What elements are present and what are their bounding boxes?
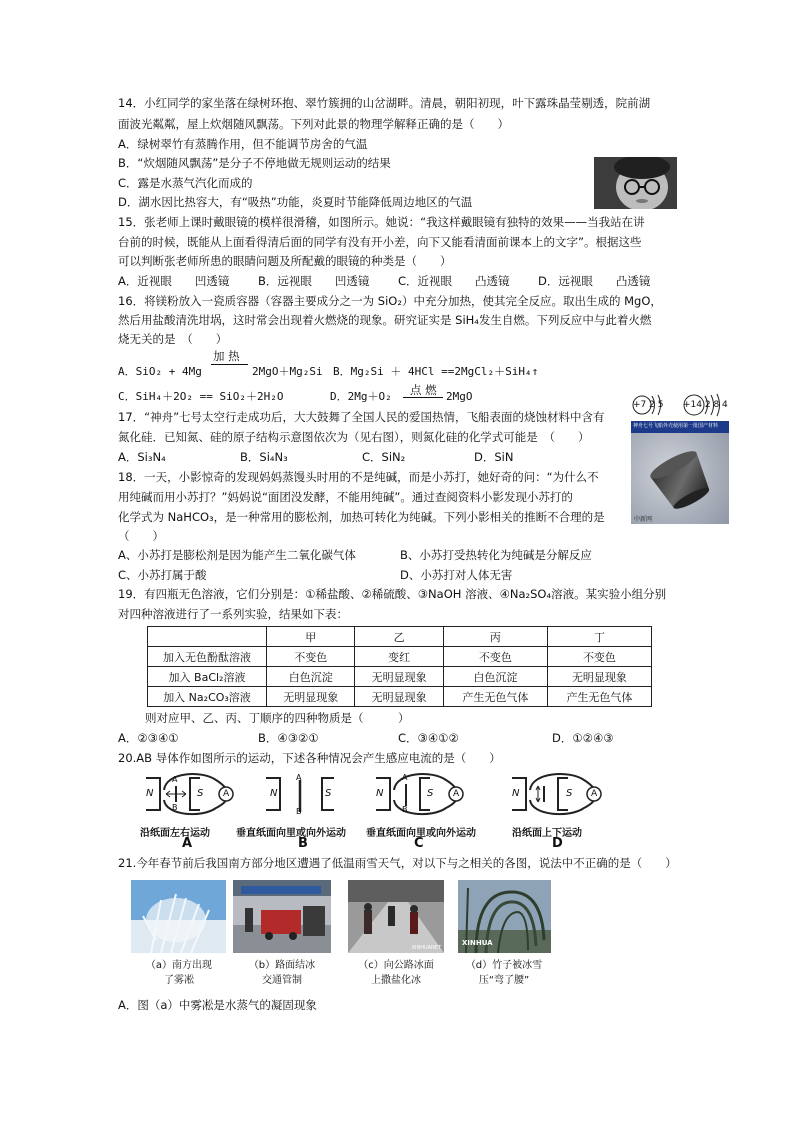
q20-letter-d: D: [552, 836, 563, 851]
table-header-cell: 甲: [267, 627, 355, 647]
q15-stem-line3: 可以判断张老师所患的眼睛问题及所配戴的眼镜的种类是（ ）: [118, 254, 452, 268]
q20-c-north: N: [376, 788, 384, 799]
q20-c-south: S: [427, 788, 434, 799]
q20-letter-b: B: [298, 836, 308, 851]
q21-caption-c-line1: （c）向公路冰面: [358, 960, 434, 971]
q16-d-arrow-line: [403, 397, 443, 398]
table-cell: 产生无色气体: [443, 687, 547, 707]
table-cell: 不变色: [443, 647, 547, 667]
q20-letter-a: A: [182, 836, 193, 851]
q21-caption-d: [456, 958, 552, 988]
capsule-photo-banner: 神舟七号飞船外壳使用第一批国产材料: [633, 423, 719, 429]
capsule-photo-credit: 中新网: [634, 516, 653, 523]
q14-option-a: A．绿树翠竹有蒸腾作用，但不能调节房舍的气温: [118, 137, 368, 151]
q20-a-south: S: [197, 788, 204, 799]
q15-option-b: B．远视眼 凹透镜: [258, 274, 370, 288]
q20-b-north: N: [270, 788, 278, 799]
q17-option-b: B．Si₄N₃: [240, 450, 288, 464]
q15-stem-line1: 15．张老师上课时戴眼镜的模样很滑稽，如图所示。她说：“我这样戴眼镜有独特的效果——当我站在讲: [118, 215, 645, 229]
q19-option-b: B．④③②①: [258, 731, 319, 745]
q20-caption-c: 垂直纸面向里或向外运动: [366, 828, 476, 839]
q20-c-galvanometer: A: [453, 789, 460, 799]
q18-option-d: D、小苏打对人体无害: [400, 568, 513, 582]
table-header-cell: 丙: [443, 627, 547, 647]
nitrogen-atom-label: +7 2 5: [633, 400, 664, 410]
table-cell: 无明显现象: [547, 667, 651, 687]
table-cell: 无明显现象: [355, 667, 443, 687]
table-row: [148, 647, 652, 667]
table-cell: 无明显现象: [355, 687, 443, 707]
q19-option-c: C．③④①②: [398, 731, 459, 745]
q20-caption-d: 沿纸面上下运动: [512, 828, 582, 839]
table-cell: 白色沉淀: [267, 667, 355, 687]
q15-option-a: A．近视眼 凹透镜: [118, 274, 230, 288]
q21-stem: 21.今年春节前后我国南方部分地区遭遇了低温雨雪天气，对以下与之相关的各图，说法中不正确的是（ ）: [118, 856, 677, 870]
q17-option-a: A．Si₃N₄: [118, 450, 166, 464]
q18-option-a: A、小苏打是膨松剂是因为能产生二氧化碳气体: [118, 548, 356, 562]
q14-option-b: B．“炊烟随风飘荡”是分子不停地做无规则运动的结果: [118, 156, 391, 170]
q20-stem: 20.AB 导体作如图所示的运动，下述各种情况会产生感应电流的是（ ）: [118, 751, 501, 765]
q20-c-terminal-a: A: [402, 773, 408, 782]
q16-option-d-left: D．2Mg＋O₂: [330, 390, 392, 403]
q19-stem-line2: 对四种溶液进行了一系列实验，结果如下表：: [118, 607, 348, 621]
rime-photo: [131, 880, 226, 953]
q16-stem-line1: 16．将镁粉放入一瓷质容器（容器主要成分之一为 SiO₂）中充分加热，使其完全反应。取出生成的 MgO，: [118, 294, 662, 308]
q14-stem-line1: 14．小红同学的家坐落在绿树环抱、翠竹簇拥的山岔湖畔。清晨，朝阳初现，叶下露珠晶莹剔透，院前湖: [118, 96, 651, 110]
q16-a-condition: 加 热: [213, 349, 240, 363]
q21-caption-a-line1: （a）南方出现: [145, 960, 213, 971]
table-row: [148, 667, 652, 687]
table-row: [148, 687, 652, 707]
table-header-cell: 乙: [355, 627, 443, 647]
q18-stem-line2: 用纯碱而用小苏打？”妈妈说“面团没发酵，不能用纯碱”。通过查阅资料小影发现小苏打的: [118, 490, 573, 504]
q21-option-a: A．图（a）中雾凇是水蒸气的凝固现象: [118, 998, 317, 1012]
q20-caption-a: 沿纸面左右运动: [140, 828, 210, 839]
q17-option-d: D．SiN: [474, 450, 514, 464]
table-cell: 加入无色酚酞溶液: [148, 647, 267, 667]
icy-road-photo: [233, 880, 331, 953]
q16-option-c: C．SiH₄＋2O₂ == SiO₂＋2H₂O: [118, 390, 284, 403]
q20-letter-c: C: [414, 836, 424, 851]
q21-caption-a-line2: 了雾凇: [164, 975, 194, 986]
q21-caption-a: [139, 958, 219, 988]
q19-stem-line1: 19．有四瓶无色溶液，它们分别是：①稀盐酸、②稀硫酸、③NaOH 溶液、④Na₂SO₄溶液。某实验小组分别: [118, 587, 667, 601]
table-header-row: [148, 627, 652, 647]
q18-option-b: B、小苏打受热转化为纯碱是分解反应: [400, 548, 592, 562]
q16-stem-line3: 烧无关的是 （ ）: [118, 332, 228, 346]
bamboo-photo-watermark: XINHUA: [462, 939, 493, 947]
salting-photo-watermark: XINHUANET: [411, 945, 441, 951]
table-cell: 不变色: [267, 647, 355, 667]
table-cell: 无明显现象: [267, 687, 355, 707]
q21-caption-c: [348, 958, 444, 988]
q16-d-condition: 点 燃: [410, 383, 437, 397]
q16-a-arrow-line: [211, 364, 248, 365]
q21-caption-c-line2: 上撒盐化冰: [371, 975, 421, 986]
q19-option-d: D．①②④③: [552, 731, 614, 745]
q16-option-b: B．Mg₂Si ＋ 4HCl ==2MgCl₂＋SiH₄↑: [333, 365, 539, 378]
q17-stem-line2: 氮化硅．已知氮、硅的原子结构示意图依次为（见右图），则氮化硅的化学式可能是 （ ）: [118, 430, 590, 444]
q21-caption-b-line2: 交通管制: [262, 975, 302, 986]
table-header-cell: 丁: [547, 627, 651, 647]
bent-bamboo-photo: [458, 880, 551, 953]
table-cell: 白色沉淀: [443, 667, 547, 687]
q14-option-d: D．湖水因比热容大，有“吸热”功能，炎夏时节能降低周边地区的气温: [118, 195, 473, 209]
spacecraft-capsule-photo: [631, 421, 729, 524]
q20-a-galvanometer: A: [223, 789, 230, 799]
q15-stem-line2: 台前的时候，既能从上面看得清后面的同学有没有开小差，向下又能看清面前课本上的文字”。根据这些: [118, 235, 642, 249]
q14-option-c: C．露是水蒸气汽化而成的: [118, 176, 253, 190]
q20-b-south: S: [325, 788, 332, 799]
q15-option-d: D．远视眼 凸透镜: [538, 274, 651, 288]
q20-b-terminal-b: B: [296, 807, 302, 816]
q14-stem-line2: 面波光粼粼，屋上炊烟随风飘荡。下列对此景的物理学解释正确的是（ ）: [118, 117, 509, 131]
table-cell: 产生无色气体: [547, 687, 651, 707]
q18-option-c: C、小苏打属于酸: [118, 568, 207, 582]
q17-stem-line1: 17．“神舟”七号太空行走成功后，大大鼓舞了全国人民的爱国热情，飞船表面的烧蚀材料中含有: [118, 410, 605, 424]
table-header-cell: [148, 627, 267, 647]
silicon-atom-label: +14 2 8 4: [683, 400, 728, 410]
table-cell: 变红: [355, 647, 443, 667]
teacher-glasses-photo: [594, 157, 677, 209]
q20-d-south: S: [566, 788, 573, 799]
q21-caption-d-line2: 压“弯了腰”: [478, 975, 530, 986]
q20-d-north: N: [512, 788, 520, 799]
q20-caption-b: 垂直纸面向里或向外运动: [236, 828, 346, 839]
q20-a-terminal-a: A: [172, 775, 178, 784]
q16-stem-line2: 然后用盐酸清洗坩埚，这时常会出现着火燃烧的现象。研究证实是 SiH₄发生自燃。下列反应中与此着火燃: [118, 313, 652, 327]
table-cell: 加入 BaCl₂溶液: [148, 667, 267, 687]
q20-d-galvanometer: A: [591, 789, 598, 799]
q19-results-table: [147, 626, 652, 707]
q16-option-a-right: 2MgO＋Mg₂Si: [252, 365, 323, 378]
salting-road-photo: [348, 880, 444, 953]
q18-stem-line3: 化学式为 NaHCO₃，是一种常用的膨松剂，加热可转化为纯碱。下列小影相关的推断不合理的是: [118, 510, 605, 524]
q19-option-a: A．②③④①: [118, 731, 179, 745]
q19-tail: 则对应甲、乙、丙、丁顺序的四种物质是（ ）: [145, 711, 410, 725]
table-cell: 不变色: [547, 647, 651, 667]
q20-c-terminal-b: B: [402, 805, 408, 814]
table-cell: 加入 Na₂CO₃溶液: [148, 687, 267, 707]
q16-option-a-left: A．SiO₂ + 4Mg: [118, 365, 202, 378]
q18-stem-line4: （ ）: [118, 529, 164, 543]
q17-option-c: C．SiN₂: [362, 450, 406, 464]
q15-option-c: C．近视眼 凸透镜: [398, 274, 510, 288]
q20-a-terminal-b: B: [172, 803, 178, 812]
q18-stem-line1: 18．一天，小影惊奇的发现妈妈蒸馒头时用的不是纯碱，而是小苏打，她好奇的问：“为什么不: [118, 470, 599, 484]
q20-a-north: N: [146, 788, 154, 799]
q21-caption-b: [242, 958, 322, 988]
q16-option-d-right: 2MgO: [446, 390, 473, 403]
q20-b-terminal-a: A: [296, 773, 302, 782]
q21-caption-b-line1: （b）路面结冰: [248, 960, 316, 971]
q21-caption-d-line1: （d）竹子被冰雪: [465, 960, 543, 971]
